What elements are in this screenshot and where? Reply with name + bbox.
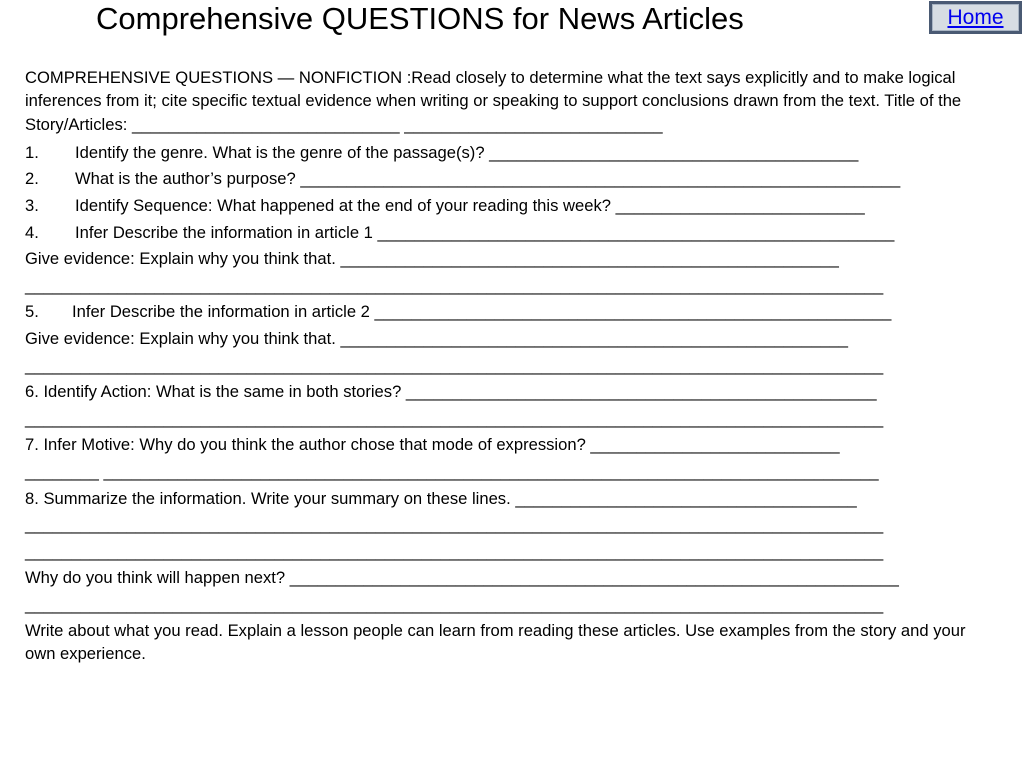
answer-line: ________ ____________________________________________________________________________________ [25, 462, 879, 482]
question-3-text: Identify Sequence: What happened at the end of your reading this week? ___________________________ [75, 196, 865, 216]
question-5-number: 5. [25, 302, 39, 322]
question-4-evidence: Give evidence: Explain why you think that. ______________________________________________________ [25, 249, 839, 269]
question-2-text: What is the author’s purpose? _________________________________________________________________ [75, 169, 901, 189]
answer-line: _____________________________________________________________________________________________ [25, 594, 884, 614]
question-2-number: 2. [25, 169, 39, 189]
question-9: Why do you think will happen next? __________________________________________________________________ [25, 568, 899, 588]
answer-line: _____________________________________________________________________________________________ [25, 408, 884, 428]
question-3 [25, 193, 990, 220]
question-1-text: Identify the genre. What is the genre of the passage(s)? ________________________________________ [75, 142, 859, 162]
closing-prompt: Write about what you read. Explain a lesson people can learn from reading these articles. Use examples from the story and your own experience. [25, 620, 966, 663]
question-4-text: Infer Describe the information in article 1 ________________________________________________________ [75, 222, 895, 242]
question-6: 6. Identify Action: What is the same in both stories? ___________________________________________________ [25, 382, 877, 402]
question-3-number: 3. [25, 196, 39, 216]
question-5-evidence: Give evidence: Explain why you think that. _______________________________________________________ [25, 329, 849, 349]
page-title: Comprehensive QUESTIONS for News Articles [96, 1, 744, 36]
question-4 [25, 220, 990, 247]
intro-paragraph: COMPREHENSIVE QUESTIONS — NONFICTION :Read closely to determine what the text says explicitly and to make logical inferences from it; cite specific textual evidence when writing or speaking to support conclusions drawn from the text. Title of the Story/Articles: _____________________________ ____________________________ [25, 68, 962, 134]
answer-line: _____________________________________________________________________________________________ [25, 355, 884, 375]
question-7: 7. Infer Motive: Why do you think the author chose that mode of expression? ___________________________ [25, 435, 840, 455]
home-button[interactable] [929, 1, 1022, 34]
question-8: 8. Summarize the information. Write your summary on these lines. _____________________________________ [25, 488, 857, 508]
answer-line: _____________________________________________________________________________________________ [25, 515, 884, 535]
answer-line: _____________________________________________________________________________________________ [25, 275, 884, 295]
question-5-text: Infer Describe the information in article 2 ________________________________________________________ [72, 302, 892, 322]
question-1 [25, 140, 990, 167]
answer-line: _____________________________________________________________________________________________ [25, 541, 884, 561]
home-link[interactable]: Home [947, 5, 1004, 29]
question-4-number: 4. [25, 222, 39, 242]
question-5 [25, 299, 990, 326]
question-1-number: 1. [25, 142, 39, 162]
worksheet-content [25, 66, 990, 665]
question-2 [25, 166, 990, 193]
